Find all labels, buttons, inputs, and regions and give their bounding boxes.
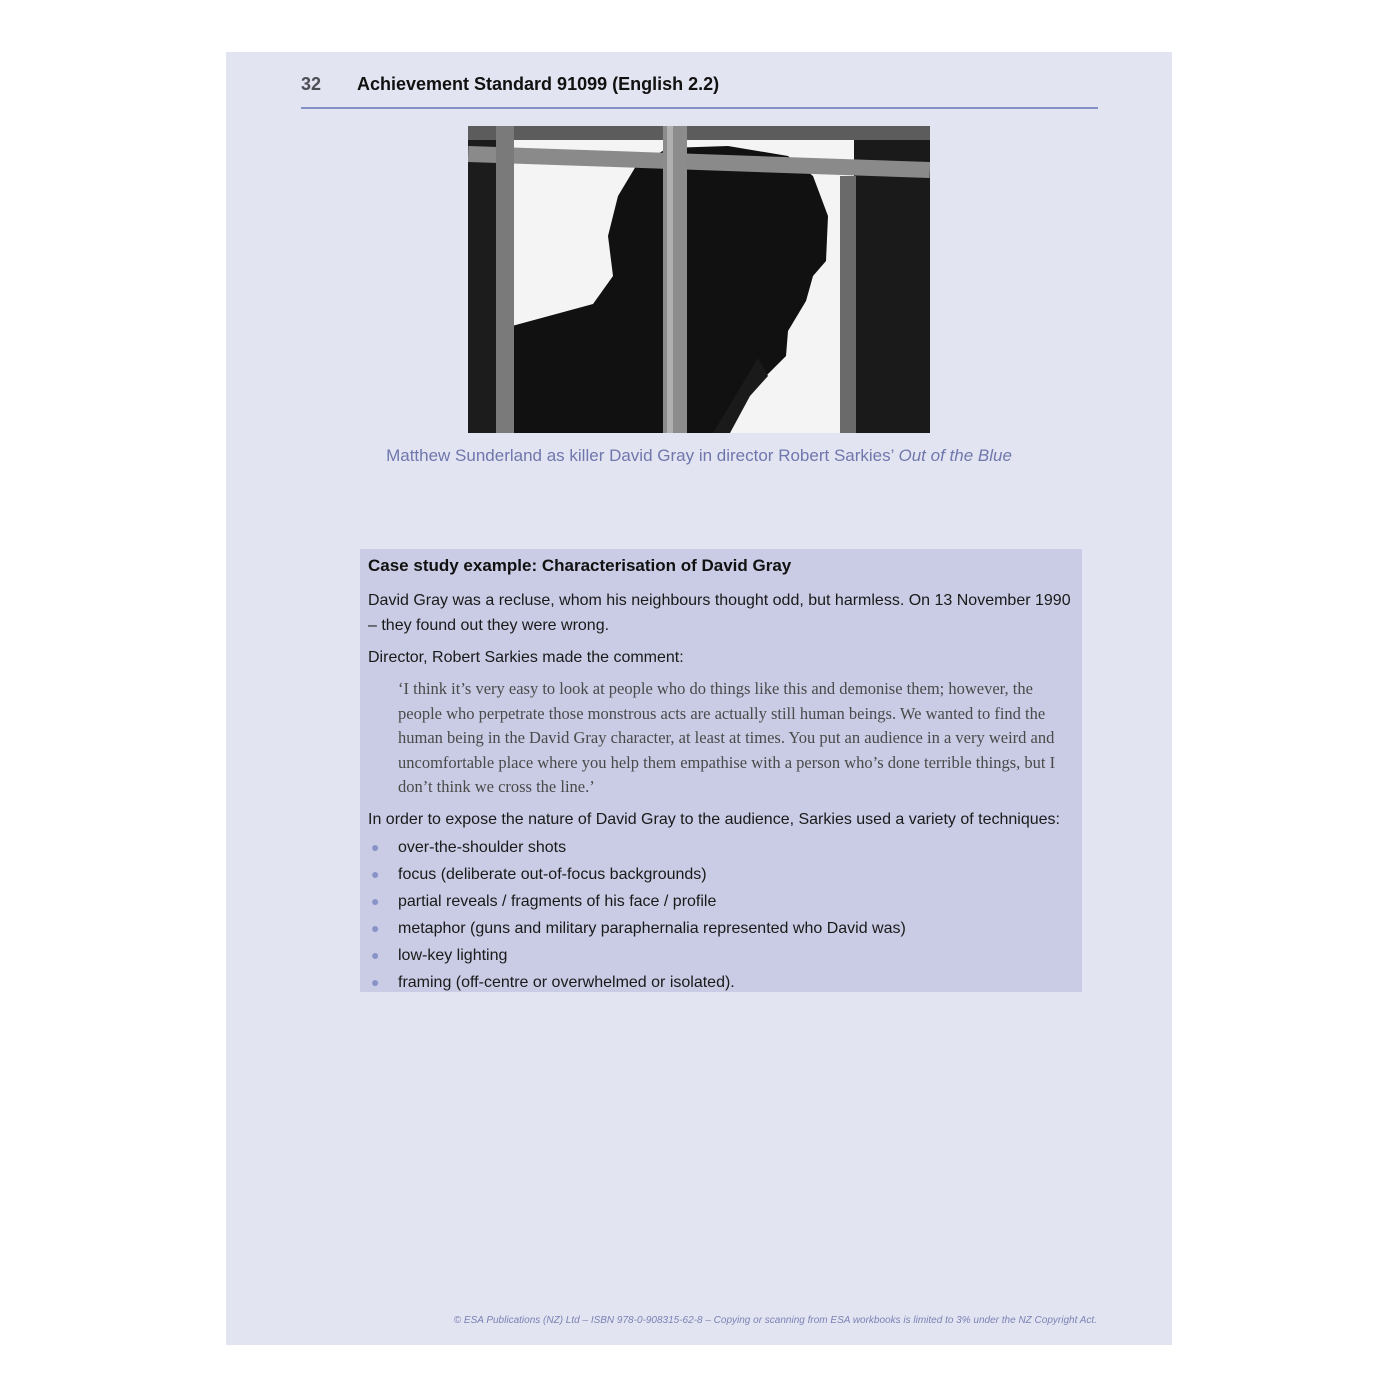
bullet-icon: ● [371, 838, 380, 855]
list-item [368, 861, 1074, 888]
list-item [368, 834, 1074, 861]
bullet-icon: ● [371, 973, 380, 990]
photo-caption [226, 446, 1172, 466]
case-study-intro: David Gray was a recluse, whom his neighbours thought odd, but harmless. On 13 November 1990 – they found out they were wrong. [368, 592, 1071, 634]
page-title: Achievement Standard 91099 (English 2.2) [357, 74, 720, 94]
page-number: 32 [301, 74, 322, 94]
list-item [368, 915, 1074, 942]
list-item [368, 942, 1074, 969]
caption-text: Matthew Sunderland as killer David Gray in director Robert Sarkies’ [386, 446, 899, 465]
bullet-icon: ● [371, 865, 380, 882]
techniques-list [368, 834, 1074, 996]
bullet-icon: ● [371, 919, 380, 936]
bullet-icon: ● [371, 946, 380, 963]
director-lead: Director, Robert Sarkies made the comment: [368, 649, 684, 666]
list-item-text: partial reveals / fragments of his face / profile [398, 892, 717, 910]
case-study-box [360, 549, 1082, 992]
list-item-text: focus (deliberate out-of-focus backgrounds) [398, 865, 707, 883]
film-still-photo [468, 126, 930, 433]
techniques-lead: In order to expose the nature of David Gray to the audience, Sarkies used a variety of techniques: [368, 810, 1060, 828]
copyright-footer: © ESA Publications (NZ) Ltd – ISBN 978-0-908315-62-8 – Copying or scanning from ESA workbooks is limited to 3% under the NZ Copyright Act. [453, 1315, 1097, 1326]
list-item-text: low-key lighting [398, 946, 508, 964]
list-item-text: metaphor (guns and military paraphernalia represented who David was) [398, 919, 906, 937]
case-study-title: Case study example: Characterisation of David Gray [368, 556, 792, 575]
caption-film-title: Out of the Blue [898, 446, 1012, 465]
workbook-page [226, 52, 1172, 1345]
page-header [301, 74, 1098, 109]
director-quote: ‘I think it’s very easy to look at people who do things like this and demonise them; however, the people who perpetrate those monstrous acts are actually still human beings. We wanted to find the human being in the David Gray character, at least at times. You put an audience in a very weird and uncomfortable place where you help them empathise with a person who’s done terrible things, but I don’t think we cross the line.’ [398, 679, 1056, 796]
list-item [368, 888, 1074, 915]
list-item-text: framing (off-centre or overwhelmed or isolated). [398, 973, 735, 991]
list-item-text: over-the-shoulder shots [398, 838, 567, 856]
list-item [368, 969, 1074, 996]
bullet-icon: ● [371, 892, 380, 909]
